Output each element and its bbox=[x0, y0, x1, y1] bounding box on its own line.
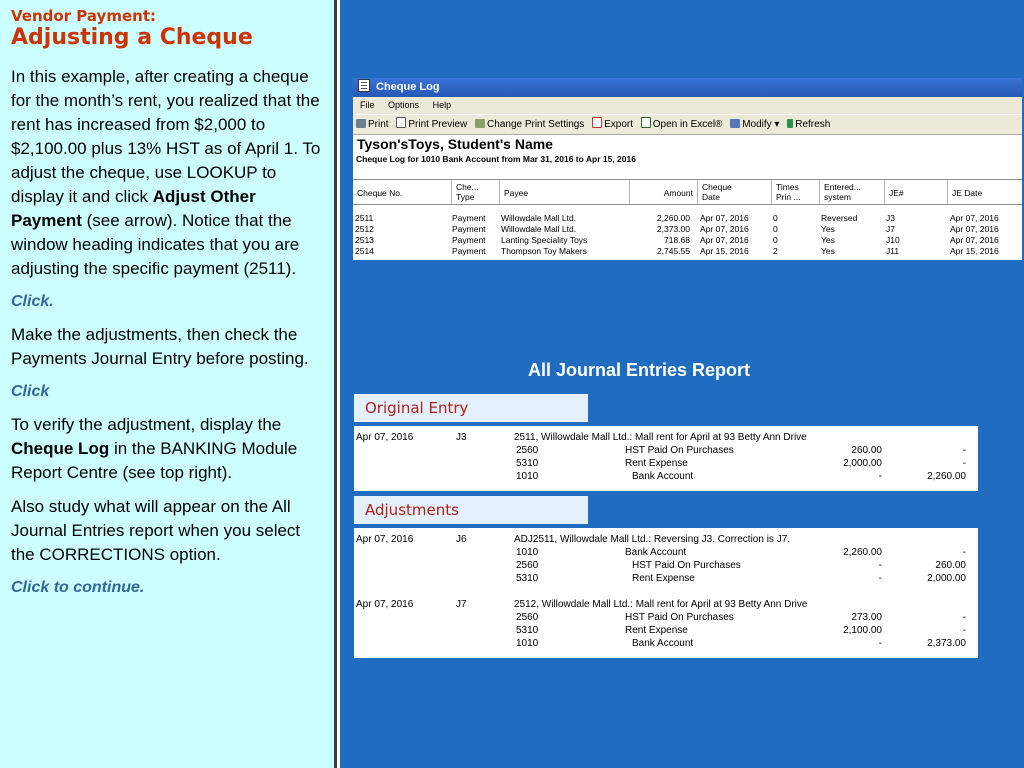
journal-row bbox=[354, 457, 976, 470]
cell-je: J7 bbox=[886, 224, 895, 234]
cell-times: 2 bbox=[773, 246, 778, 256]
cell-date: Apr 15, 2016 bbox=[700, 246, 749, 256]
cell-je: J11 bbox=[886, 246, 900, 256]
settings-printer-icon bbox=[475, 119, 485, 128]
cell-account: 1010 bbox=[516, 471, 539, 482]
header-label: JE# bbox=[889, 188, 904, 198]
cell-account-name: Rent Expense bbox=[625, 625, 688, 636]
journal-row bbox=[354, 598, 976, 611]
column-header-cheque-no[interactable] bbox=[353, 180, 452, 204]
cell-account: 5310 bbox=[516, 573, 539, 584]
menu-options[interactable]: Options bbox=[388, 100, 420, 110]
header-label: Payee bbox=[504, 188, 529, 198]
cell-credit: - bbox=[962, 547, 966, 558]
cell-je: J3 bbox=[456, 432, 467, 443]
table-row[interactable] bbox=[353, 213, 1022, 224]
cell-debit: - bbox=[878, 560, 882, 571]
panel-divider bbox=[334, 0, 337, 768]
cell-cheque-no: 2512 bbox=[355, 224, 374, 234]
journal-row bbox=[354, 572, 976, 585]
modify-icon bbox=[730, 119, 740, 128]
table-header bbox=[353, 179, 1022, 205]
table-row[interactable] bbox=[353, 224, 1022, 235]
journal-row bbox=[354, 533, 976, 546]
menu-bar bbox=[353, 97, 1022, 114]
cell-debit: 2,260.00 bbox=[843, 547, 882, 558]
column-header-je[interactable] bbox=[885, 180, 948, 204]
text-span: In this example, after creating a cheque for the month’s rent, you realized that the rent has increased from $2,000 to $2,100.00 plus 13% HST as of April 1. To adjust the cheque, use LOOKUP to display it and click bbox=[11, 67, 321, 206]
header-label: Amount bbox=[663, 188, 693, 198]
header-label: Entered... bbox=[824, 182, 861, 192]
cell-date: Apr 07, 2016 bbox=[356, 599, 414, 610]
cell-payee: Thompson Toy Makers bbox=[501, 246, 587, 256]
cell-entered: Yes bbox=[821, 224, 835, 234]
chevron-down-icon[interactable]: ▾ bbox=[774, 119, 780, 130]
cell-payee: Willowdale Mall Ltd. bbox=[501, 213, 577, 223]
instruction-paragraph-2: Make the adjustments, then check the Payments Journal Entry before posting. bbox=[11, 325, 309, 368]
cheque-log-window bbox=[353, 78, 1022, 260]
instruction-paragraph-3 bbox=[11, 413, 327, 485]
report-subtitle: Cheque Log for 1010 Bank Account from Mar 31, 2016 to Apr 15, 2016 bbox=[356, 154, 636, 164]
column-header-amount[interactable] bbox=[630, 180, 698, 204]
journal-row bbox=[354, 624, 976, 637]
cell-type: Payment bbox=[452, 246, 486, 256]
cell-je: J6 bbox=[456, 534, 467, 545]
cell-type: Payment bbox=[452, 224, 486, 234]
cell-amount: 2,373.00 bbox=[656, 224, 690, 234]
export-label: Export bbox=[604, 119, 633, 130]
journal-row bbox=[354, 637, 976, 650]
cell-account-name: Bank Account bbox=[625, 547, 687, 558]
slide-title: Adjusting a Cheque bbox=[11, 25, 253, 50]
table-row[interactable] bbox=[353, 246, 1022, 257]
menu-help[interactable]: Help bbox=[432, 100, 452, 110]
cell-type: Payment bbox=[452, 213, 486, 223]
journal-row bbox=[354, 431, 976, 444]
instruction-paragraph-1 bbox=[11, 65, 327, 281]
text-span: (see arrow). Notice that the window heading indicates that you are adjusting the specific payment (2511). bbox=[11, 211, 300, 278]
magnifier-page-icon bbox=[396, 117, 406, 128]
cell-date: Apr 07, 2016 bbox=[700, 224, 749, 234]
cell-payee: Willowdale Mall Ltd. bbox=[501, 224, 577, 234]
header-label: Cheque No. bbox=[357, 188, 403, 198]
menu-file[interactable]: File bbox=[360, 100, 375, 110]
slide-kicker: Vendor Payment: bbox=[11, 7, 156, 25]
cell-cheque-no: 2511 bbox=[355, 213, 374, 223]
cell-date: Apr 07, 2016 bbox=[356, 432, 414, 443]
original-entry-label: Original Entry bbox=[354, 394, 588, 422]
cell-debit: - bbox=[878, 471, 882, 482]
cell-account-name: HST Paid On Purchases bbox=[625, 612, 734, 623]
adjustments-table bbox=[354, 528, 978, 658]
journal-report-title: All Journal Entries Report bbox=[528, 360, 751, 380]
instruction-paragraph-4: Also study what will appear on the All Journal Entries report when you select the CORRECTIONS option. bbox=[11, 497, 301, 564]
cell-debit: 2,100.00 bbox=[843, 625, 882, 636]
header-label: Prin ... bbox=[776, 192, 801, 202]
column-header-times-printed[interactable] bbox=[772, 180, 820, 204]
cell-je-date: Apr 07, 2016 bbox=[950, 213, 999, 223]
header-label: Times bbox=[776, 182, 799, 192]
cell-amount: 2,260.00 bbox=[656, 213, 690, 223]
cell-date: Apr 07, 2016 bbox=[700, 235, 749, 245]
change-print-settings-button[interactable] bbox=[475, 115, 584, 134]
header-label: Date bbox=[702, 192, 720, 202]
header-label: Che... bbox=[456, 182, 479, 192]
cell-je: J3 bbox=[886, 213, 895, 223]
modify-button[interactable] bbox=[730, 115, 779, 134]
cell-times: 0 bbox=[773, 213, 778, 223]
adjustments-label: Adjustments bbox=[354, 496, 588, 524]
click-prompt-1[interactable]: Click. bbox=[11, 293, 54, 310]
cell-account: 1010 bbox=[516, 547, 539, 558]
refresh-icon bbox=[787, 119, 793, 128]
click-to-continue[interactable]: Click to continue. bbox=[11, 579, 145, 596]
print-preview-label: Print Preview bbox=[408, 119, 468, 130]
journal-row bbox=[354, 470, 976, 483]
cell-debit: 260.00 bbox=[851, 445, 882, 456]
toolbar bbox=[353, 114, 1022, 135]
cell-credit: 260.00 bbox=[935, 560, 966, 571]
cell-je-date: Apr 07, 2016 bbox=[950, 235, 999, 245]
cell-payee: Lanting Speciality Toys bbox=[501, 235, 588, 245]
cell-amount: 718.68 bbox=[664, 235, 690, 245]
cell-credit: - bbox=[962, 625, 966, 636]
instruction-panel bbox=[0, 0, 337, 768]
text-span: in the BANKING Module Report Centre (see top right). bbox=[11, 439, 298, 482]
cell-account: 5310 bbox=[516, 625, 539, 636]
refresh-label: Refresh bbox=[795, 119, 831, 130]
cell-account: 1010 bbox=[516, 638, 539, 649]
export-button[interactable] bbox=[592, 115, 633, 134]
text-span: To verify the adjustment, display the bbox=[11, 415, 282, 434]
cell-description: ADJ2511, Willowdale Mall Ltd.: Reversing J3. Correction is J7. bbox=[514, 534, 791, 545]
journal-row bbox=[354, 444, 976, 457]
cell-credit: - bbox=[962, 458, 966, 469]
cell-account-name: HST Paid On Purchases bbox=[625, 445, 734, 456]
cell-debit: - bbox=[878, 573, 882, 584]
cell-credit: - bbox=[962, 612, 966, 623]
cell-debit: - bbox=[878, 638, 882, 649]
cell-entered: Yes bbox=[821, 235, 835, 245]
cell-entered: Yes bbox=[821, 246, 835, 256]
cell-credit: 2,260.00 bbox=[927, 471, 966, 482]
cell-je-date: Apr 07, 2016 bbox=[950, 224, 999, 234]
cell-je-date: Apr 15, 2016 bbox=[950, 246, 999, 256]
cell-date: Apr 07, 2016 bbox=[356, 534, 414, 545]
export-icon bbox=[592, 117, 602, 128]
table-row[interactable] bbox=[353, 235, 1022, 246]
cell-cheque-no: 2514 bbox=[355, 246, 374, 256]
header-label: Type bbox=[456, 192, 475, 202]
cell-account: 2560 bbox=[516, 612, 539, 623]
header-label: system bbox=[824, 192, 851, 202]
window-titlebar bbox=[353, 78, 1022, 97]
header-label: JE Date bbox=[952, 188, 983, 198]
open-in-excel-label: Open in Excel® bbox=[652, 119, 723, 130]
cell-cheque-no: 2513 bbox=[355, 235, 374, 245]
journal-row bbox=[354, 559, 976, 572]
cell-entered: Reversed bbox=[821, 213, 858, 223]
journal-row bbox=[354, 611, 976, 624]
column-header-je-date[interactable] bbox=[948, 180, 1022, 204]
header-label: Cheque bbox=[702, 182, 732, 192]
cell-debit: 273.00 bbox=[851, 612, 882, 623]
cell-credit: 2,373.00 bbox=[927, 638, 966, 649]
cell-account-name: Rent Expense bbox=[632, 573, 695, 584]
cell-type: Payment bbox=[452, 235, 486, 245]
click-prompt-2[interactable]: Click bbox=[11, 383, 50, 400]
cell-je: J7 bbox=[456, 599, 467, 610]
cell-credit: - bbox=[962, 445, 966, 456]
emphasis-adjust-other-payment: Adjust Other Payment bbox=[11, 187, 256, 230]
cell-date: Apr 07, 2016 bbox=[700, 213, 749, 223]
open-in-excel-button[interactable] bbox=[641, 115, 723, 134]
cell-credit: 2,000.00 bbox=[927, 573, 966, 584]
cell-amount: 2,745.55 bbox=[656, 246, 690, 256]
excel-icon bbox=[641, 117, 651, 128]
change-print-settings-label: Change Print Settings bbox=[487, 119, 585, 130]
cell-account: 5310 bbox=[516, 458, 539, 469]
cell-description: 2512, Willowdale Mall Ltd.: Mall rent for April at 93 Betty Ann Drive bbox=[514, 599, 808, 610]
cell-account-name: Rent Expense bbox=[625, 458, 688, 469]
cell-account: 2560 bbox=[516, 560, 539, 571]
cell-je: J10 bbox=[886, 235, 900, 245]
cell-description: 2511, Willowdale Mall Ltd.: Mall rent for April at 93 Betty Ann Drive bbox=[514, 432, 807, 443]
print-preview-button[interactable] bbox=[396, 115, 467, 134]
refresh-button[interactable] bbox=[787, 115, 830, 134]
print-label: Print bbox=[368, 119, 389, 130]
column-header-type[interactable] bbox=[452, 180, 500, 204]
cell-times: 0 bbox=[773, 235, 778, 245]
original-entry-table bbox=[354, 426, 978, 491]
print-button[interactable] bbox=[356, 115, 389, 134]
emphasis-cheque-log: Cheque Log bbox=[11, 439, 110, 458]
printer-icon bbox=[356, 119, 366, 128]
cell-account-name: Bank Account bbox=[632, 638, 694, 649]
cheque-log-app-icon bbox=[358, 79, 370, 92]
cell-debit: 2,000.00 bbox=[843, 458, 882, 469]
window-title: Cheque Log bbox=[376, 81, 440, 93]
column-header-entered-system[interactable] bbox=[820, 180, 885, 204]
company-name: Tyson'sToys, Student's Name bbox=[357, 136, 553, 152]
column-header-payee[interactable] bbox=[500, 180, 630, 204]
cell-account-name: HST Paid On Purchases bbox=[632, 560, 741, 571]
cell-times: 0 bbox=[773, 224, 778, 234]
journal-row bbox=[354, 546, 976, 559]
modify-label: Modify bbox=[742, 119, 772, 130]
cell-account-name: Bank Account bbox=[632, 471, 694, 482]
column-header-cheque-date[interactable] bbox=[698, 180, 772, 204]
cell-account: 2560 bbox=[516, 445, 539, 456]
